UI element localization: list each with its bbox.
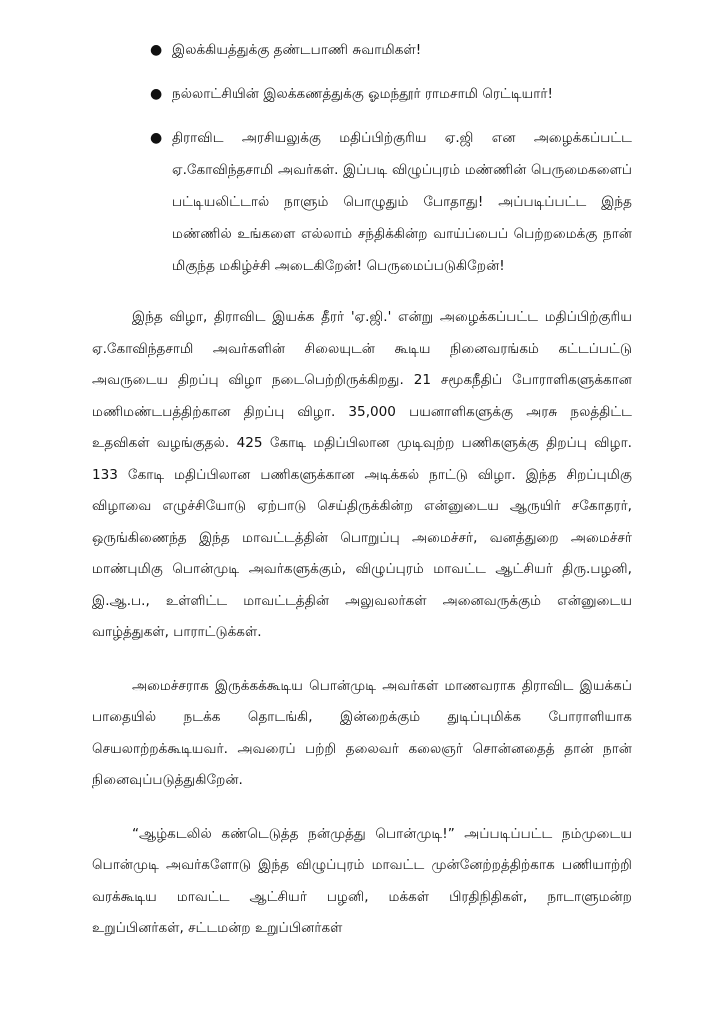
bullet-list [92, 34, 632, 282]
bullet-text: இலக்கியத்துக்கு தண்டபாணி சுவாமிகள்! [172, 42, 422, 58]
bullet-dot-icon: ● [150, 86, 163, 102]
paragraph-event-details: இந்த விழா, திராவிட இயக்க தீரர் 'ஏ.ஜி.' என்று அழைக்கப்பட்ட மதிப்பிற்குரிய ஏ.கோவிந்தசாமி அவர்களின் சிலையுடன் கூடிய நினைவரங்கம் கட்டப்பட்டு அவருடைய திறப்பு விழா நடைபெற்றிருக்கிறது. 21 சமூகநீதிப் போராளிகளுக்கான மணிமண்டபத்திற்கான திறப்பு விழா. 35,000 பயனாளிகளுக்கு அரசு நலத்திட்ட உதவிகள் வழங்குதல். 425 கோடி மதிப்பிலான முடிவுற்ற பணிகளுக்கு திறப்பு விழா. 133 கோடி மதிப்பிலான பணிகளுக்கான அடிக்கல் நாட்டு விழா. இந்த சிறப்புமிகு விழாவை எழுச்சியோடு ஏற்பாடு செய்திருக்கின்ற என்னுடைய ஆருயிர் சகோதரர், ஒருங்கிணைந்த இந்த மாவட்டத்தின் பொறுப்பு அமைச்சர், வனத்துறை அமைச்சர் மாண்புமிகு பொன்முடி அவர்களுக்கும், விழுப்புரம் மாவட்ட ஆட்சியர் திரு.பழனி, இ.ஆ.ப., உள்ளிட்ட மாவட்டத்தின் அலுவலர்கள் அனைவருக்கும் என்னுடைய வாழ்த்துகள், பாராட்டுக்கள். [92, 309, 632, 640]
bullet-text: திராவிட அரசியலுக்கு மதிப்பிற்குரிய ஏ.ஜி என அழைக்கப்பட்ட ஏ.கோவிந்தசாமி அவர்கள். இப்படி விழுப்புரம் மண்ணின் பெருமைகளைப் பட்டியலிட்டால் நாளும் பொழுதும் போதாது! அப்படிப்பட்ட இந்த மண்ணில் உங்களை எல்லாம் சந்திக்கின்ற வாய்ப்பைப் பெற்றமைக்கு நான் மிகுந்த மகிழ்ச்சி அடைகிறேன்! பெருமைப்படுகிறேன்! [172, 130, 632, 274]
paragraph-kalaignar-quote: “ஆழ்கடலில் கண்டெடுத்த நன்முத்து பொன்முடி!” அப்படிப்பட்ட நம்முடைய பொன்முடி அவர்களோடு இந்த விழுப்புரம் மாவட்ட முன்னேற்றத்திற்காக பணியாற்றி வரக்கூடிய மாவட்ட ஆட்சியர் பழனி, மக்கள் பிரதிநிதிகள், நாடாளுமன்ற உறுப்பினர்கள், சட்டமன்ற உறுப்பினர்கள் [92, 825, 632, 936]
bullet-item [92, 34, 632, 66]
bullet-text: நல்லாட்சியின் இலக்கணத்துக்கு ஓமந்தூர் ராமசாமி ரெட்டியார்! [172, 86, 553, 102]
bullet-item [92, 122, 632, 282]
bullet-dot-icon: ● [150, 130, 163, 146]
bullet-dot-icon: ● [150, 42, 163, 58]
paragraph-minister-tribute: அமைச்சராக இருக்கக்கூடிய பொன்முடி அவர்கள் மாணவராக திராவிட இயக்கப் பாதையில் நடக்க தொடங்கி, இன்றைக்கும் துடிப்புமிக்க போராளியாக செயலாற்றக்கூடியவர். அவரைப் பற்றி தலைவர் கலைஞர் சொன்னதைத் தான் நான் நினைவுப்படுத்துகிறேன். [92, 677, 632, 788]
bullet-item [92, 78, 632, 110]
